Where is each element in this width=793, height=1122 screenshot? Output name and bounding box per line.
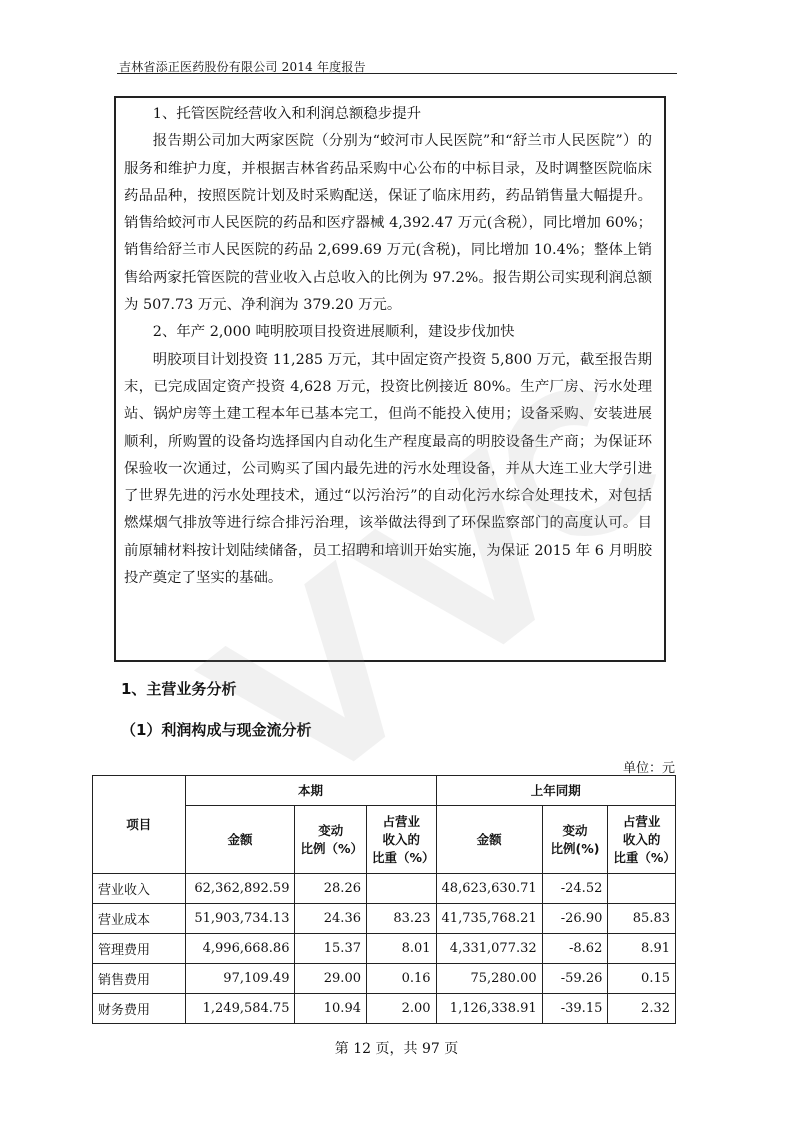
row-share: 2.00 (366, 994, 436, 1024)
row-share-prior: 0.15 (608, 964, 676, 994)
row-share (366, 874, 436, 904)
row-share-prior: 85.83 (608, 904, 676, 934)
row-change-prior: -59.26 (542, 964, 608, 994)
table-row (93, 934, 676, 964)
header-prior-period: 上年同期 (436, 776, 675, 806)
row-amount: 62,362,892.59 (185, 874, 295, 904)
box-paragraph-2: 明胶项目计划投资 11,285 万元，其中固定资产投资 5,800 万元，截至报告期末，已完成固定资产投资 4,628 万元，投资比例接近 80%。生产厂房、污水处理站、锅炉房等土建工程本年已基本完工，但尚不能投入使用；设备采购、安装进展顺利，所购置的设备均选择国内自动化生产程度最高的明胶设备生产商；为保证环保验收一次通过，公司购买了国内最先进的污水处理设备，并从大连工业大学引进了世界先进的污水处理技术，通过“以污治污”的自动化污水综合处理技术，对包括燃煤烟气排放等进行综合排污治理，该举做法得到了环保监察部门的高度认可。目前原辅材料按计划陆续储备，员工招聘和培训开始实施，为保证 2015 年 6 月明胶投产奠定了坚实的基础。 (124, 351, 652, 587)
header-share-prior: 占营业 收入的 比重（%） (608, 806, 676, 874)
header-current-period: 本期 (185, 776, 436, 806)
header-amount: 金额 (185, 806, 295, 874)
row-share-prior: 2.32 (608, 994, 676, 1024)
row-change-prior: -24.52 (542, 874, 608, 904)
row-amount: 4,996,668.86 (185, 934, 295, 964)
unit-label: 单位：元 (622, 761, 675, 776)
row-share: 83.23 (366, 904, 436, 934)
header-divider (117, 73, 677, 74)
row-change-prior: -26.90 (542, 904, 608, 934)
row-share: 0.16 (366, 964, 436, 994)
header-share: 占营业 收入的 比重（%） (366, 806, 436, 874)
table-row (93, 994, 676, 1024)
page-number: 第 12 页，共 97 页 (334, 1041, 459, 1057)
row-change: 24.36 (295, 904, 367, 934)
header-change-prior: 变动 比例(%) (542, 806, 608, 874)
report-header-title: 吉林省添正医药股份有限公司 2014 年度报告 (119, 60, 366, 74)
row-amount: 51,903,734.13 (185, 904, 295, 934)
row-amount: 97,109.49 (185, 964, 295, 994)
header-amount-prior: 金额 (436, 806, 542, 874)
table-row (93, 964, 676, 994)
header-change: 变动 比例（%） (295, 806, 367, 874)
section-title-profit-cashflow: （1）利润构成与现金流分析 (121, 721, 312, 739)
row-item-label: 营业收入 (93, 874, 186, 904)
row-change: 29.00 (295, 964, 367, 994)
row-share: 8.01 (366, 934, 436, 964)
row-item-label: 管理费用 (93, 934, 186, 964)
table-header-row-1 (93, 776, 676, 806)
row-amount-prior: 41,735,768.21 (436, 904, 542, 934)
row-amount-prior: 75,280.00 (436, 964, 542, 994)
row-share-prior: 8.91 (608, 934, 676, 964)
table-row (93, 904, 676, 934)
row-change: 15.37 (295, 934, 367, 964)
row-amount: 1,249,584.75 (185, 994, 295, 1024)
row-change-prior: -8.62 (542, 934, 608, 964)
table-row (93, 874, 676, 904)
row-change: 28.26 (295, 874, 367, 904)
row-amount-prior: 1,126,338.91 (436, 994, 542, 1024)
row-share-prior (608, 874, 676, 904)
section-title-main-business: 1、主营业务分析 (121, 680, 237, 698)
row-amount-prior: 48,623,630.71 (436, 874, 542, 904)
financial-table (92, 775, 676, 1024)
row-amount-prior: 4,331,077.32 (436, 934, 542, 964)
box-heading-2: 2、年产 2,000 吨明胶项目投资进展顺利，建设步伐加快 (152, 324, 515, 341)
box-heading-1: 1、托管医院经营收入和利润总额稳步提升 (152, 106, 421, 122)
row-item-label: 销售费用 (93, 964, 186, 994)
row-item-label: 财务费用 (93, 994, 186, 1024)
box-paragraph-1: 报告期公司加大两家医院（分别为“蛟河市人民医院”和“舒兰市人民医院”）的服务和维护力度，并根据吉林省药品采购中心公布的中标目录，及时调整医院临床药品品种，按照医院计划及时采购配送，保证了临床用药，药品销售量大幅提升。销售给蛟河市人民医院的药品和医疗器械 4,392.47 万元(含税），同比增加 60%；销售给舒兰市人民医院的药品 2,699.69 万元(含税)，同比增加 10.4%；整体上销售给两家托管医院的营业收入占总收入的比例为 97.2%。报告期公司实现利润总额为 507.73 万元、净利润为 379.20 万元。 (124, 133, 652, 314)
row-change: 10.94 (295, 994, 367, 1024)
highlight-box (114, 96, 666, 662)
row-change-prior: -39.15 (542, 994, 608, 1024)
row-item-label: 营业成本 (93, 904, 186, 934)
header-item: 项目 (93, 776, 186, 874)
